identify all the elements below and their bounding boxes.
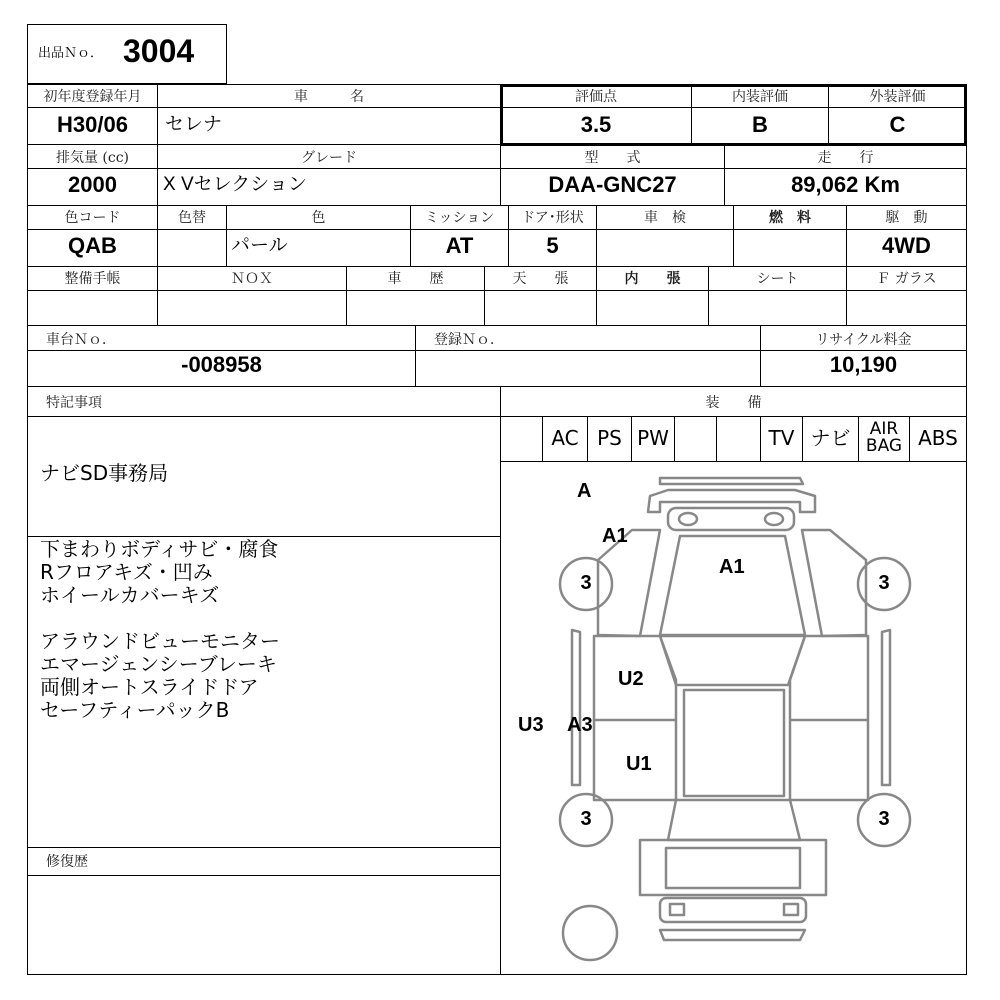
first-registration-label: 初年度登録年月 <box>43 89 142 105</box>
inspection-label: 車 検 <box>644 210 686 226</box>
model-value: DAA-GNC27 <box>548 172 677 197</box>
equipment-pw: PW <box>637 426 669 450</box>
equipment-ac: AC <box>551 426 579 450</box>
damage-mark-front-door: U2 <box>618 668 644 690</box>
equipment-navi: ナビ <box>810 426 851 450</box>
equipment-ps: PS <box>597 426 622 450</box>
note-line: ホイールカバーキズ <box>40 583 220 607</box>
color-code-label: 色コード <box>64 210 121 226</box>
car-name-value: セレナ <box>165 114 223 135</box>
transmission-label: ミッション <box>424 210 495 226</box>
car-name-label: 車 名 <box>294 89 364 105</box>
score-label: 評価点 <box>575 89 617 105</box>
note-line: セーフティーパックB <box>40 698 230 722</box>
equipment-tv: TV <box>768 426 795 450</box>
damage-mark-rocker: U3 <box>518 714 544 736</box>
door-value: 5 <box>546 233 559 258</box>
equipment-airbag: AIR BAG <box>865 419 903 456</box>
lot-number-label: 出品Ｎｏ． <box>38 46 104 61</box>
nox-label: ＮＯＸ <box>231 271 273 287</box>
displacement-label: 排気量 (cc) <box>55 150 130 166</box>
grade-label: グレード <box>301 150 357 166</box>
tire-front-right: 3 <box>878 572 890 594</box>
damage-mark-front-bumper: A <box>577 480 592 502</box>
first-registration-value: H30/06 <box>57 112 128 137</box>
lot-number-box <box>27 24 227 84</box>
model-label: 型 式 <box>584 150 641 166</box>
note-line: エマージェンシーブレーキ <box>40 652 277 676</box>
tire-front-left: 3 <box>580 572 592 594</box>
notes-bottom <box>40 538 280 722</box>
exterior-rating-label: 外装評価 <box>869 89 926 105</box>
vehicle-history-label: 車 歴 <box>387 271 444 287</box>
recycle-fee-label: リサイクル料金 <box>815 332 912 348</box>
drive-label: 駆 動 <box>885 210 928 226</box>
chassis-number-value: -008958 <box>181 352 262 377</box>
mileage-value: 89,062 Km <box>791 172 900 197</box>
color-label: 色 <box>311 210 326 226</box>
displacement-value: 2000 <box>68 172 117 197</box>
damage-mark-side: A3 <box>567 714 593 736</box>
recycle-fee-value: 10,190 <box>829 352 898 377</box>
notes-top <box>40 462 168 485</box>
note-line: Rフロアキズ・凹み <box>40 560 213 584</box>
mileage-label: 走 行 <box>817 150 874 166</box>
registration-number-label: 登録Ｎｏ． <box>434 332 504 348</box>
interior-lining-label: 内 張 <box>624 271 681 287</box>
score-value: 3.5 <box>580 112 612 137</box>
note-line: 両側オートスライドドア <box>40 675 259 699</box>
seat-label: シート <box>756 271 799 287</box>
exterior-rating-value: C <box>889 112 906 137</box>
damage-mark-hood: A1 <box>719 556 745 578</box>
grade-value: X Vセレクション <box>163 174 307 195</box>
front-glass-label: Ｆ ガラス <box>876 271 937 287</box>
equipment-abs: ABS <box>918 426 958 450</box>
damage-mark-front-fender: A1 <box>602 525 628 547</box>
interior-rating-value: B <box>752 112 768 137</box>
note-line: ナビSD事務局 <box>40 461 169 485</box>
special-notes-label: 特記事項 <box>46 395 102 411</box>
note-line <box>40 607 280 630</box>
tire-rear-right: 3 <box>878 808 890 830</box>
equipment-label: 装 備 <box>705 395 762 411</box>
chassis-number-label: 車台Ｎｏ． <box>46 332 116 348</box>
repair-history-label: 修復歴 <box>46 854 88 870</box>
recolor-label: 色替 <box>178 210 206 226</box>
lot-number: 3004 <box>123 33 195 69</box>
roof-lining-label: 天 張 <box>512 271 569 287</box>
note-line: 下まわりボディサビ・腐食 <box>40 537 279 561</box>
transmission-value: AT <box>445 233 474 258</box>
maintenance-book-label: 整備手帳 <box>64 271 121 287</box>
damage-mark-rear-door: U1 <box>626 753 652 775</box>
interior-rating-label: 内装評価 <box>732 89 788 105</box>
drive-value: 4WD <box>882 233 931 258</box>
door-label: ドア･形状 <box>521 210 584 226</box>
color-code-value: QAB <box>68 233 117 258</box>
tire-rear-left: 3 <box>580 808 592 830</box>
color-value: パール <box>231 235 288 256</box>
fuel-label: 燃 料 <box>769 210 811 226</box>
note-line: アラウンドビューモニター <box>40 629 280 653</box>
